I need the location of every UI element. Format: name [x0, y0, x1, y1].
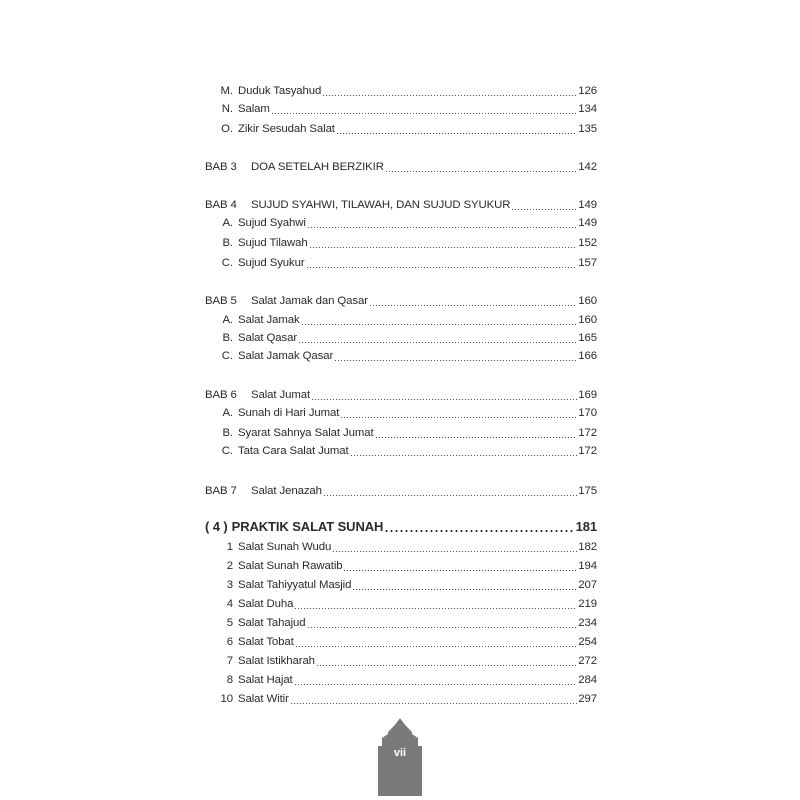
- dot-leader: [352, 579, 577, 591]
- toc-subentry: [205, 100, 597, 118]
- toc-entry-title: Syarat Sahnya Salat Jumat: [238, 427, 374, 439]
- toc-entry-number: B.: [222, 237, 233, 249]
- toc-entry-page: 126: [578, 85, 597, 97]
- toc-subentry: [205, 254, 597, 272]
- toc-entry-page: 166: [578, 350, 597, 362]
- dot-leader: [316, 655, 577, 667]
- toc-subentry: [205, 234, 597, 252]
- toc-entry-title: Salat Jenazah: [251, 485, 322, 497]
- toc-entry-number: B.: [222, 332, 233, 344]
- toc-entry-number: BAB 3: [205, 161, 237, 173]
- toc-subentry: [205, 557, 597, 575]
- toc-entry-number: O.: [221, 123, 233, 135]
- toc-entry-page: 152: [578, 237, 597, 249]
- toc-subentry: [205, 424, 597, 442]
- toc-subentry: [205, 595, 597, 613]
- toc-subentry: [205, 82, 597, 100]
- toc-entry-title: Salat Tobat: [238, 636, 294, 648]
- toc-entry-page: 181: [575, 519, 597, 534]
- dot-leader: [334, 350, 577, 362]
- dot-leader: [350, 445, 578, 457]
- toc-entry-number: BAB 7: [205, 485, 237, 497]
- dot-leader: [511, 199, 577, 211]
- dot-leader: [340, 407, 577, 419]
- dot-leader: [311, 389, 577, 401]
- toc-entry-number: 1: [226, 541, 233, 553]
- dot-leader: [323, 485, 577, 497]
- toc-entry-title: Tata Cara Salat Jumat: [238, 445, 349, 457]
- dot-leader: [322, 85, 577, 97]
- toc-entry-title: Salat Hajat: [238, 674, 293, 686]
- dot-leader: [332, 541, 577, 553]
- toc-entry-number: BAB 4: [205, 199, 237, 211]
- toc-entry-number: BAB 6: [205, 389, 237, 401]
- toc-chapter-entry: [205, 196, 597, 214]
- dot-leader: [307, 217, 577, 229]
- dot-leader: [298, 332, 577, 344]
- toc-subentry: [205, 404, 597, 422]
- toc-entry-page: 134: [578, 103, 597, 115]
- toc-entry-page: 169: [578, 389, 597, 401]
- toc-entry-title: Salam: [238, 103, 270, 115]
- toc-entry-number: M.: [220, 85, 233, 97]
- toc-subentry: [205, 329, 597, 347]
- toc-entry-page: 135: [578, 123, 597, 135]
- toc-subentry: [205, 671, 597, 689]
- toc-entry-title: Sujud Syahwi: [238, 217, 306, 229]
- toc-part-entry: [205, 518, 597, 536]
- dot-leader: [384, 521, 574, 533]
- toc-entry-number: A.: [222, 217, 233, 229]
- toc-entry-title: Sujud Tilawah: [238, 237, 308, 249]
- toc-entry-title: Salat Jamak dan Qasar: [251, 295, 368, 307]
- toc-entry-page: 172: [578, 427, 597, 439]
- toc-entry-title: Salat Sunah Rawatib: [238, 560, 343, 572]
- toc-entry-page: 194: [578, 560, 597, 572]
- toc-subentry: [205, 347, 597, 365]
- toc-entry-title: Salat Istikharah: [238, 655, 315, 667]
- toc-entry-number: C.: [221, 257, 233, 269]
- toc-entry-page: 254: [578, 636, 597, 648]
- toc-subentry: [205, 614, 597, 632]
- toc-entry-page: 234: [578, 617, 597, 629]
- toc-entry-number: B.: [222, 427, 233, 439]
- dot-leader: [343, 560, 577, 572]
- toc-subentry: [205, 576, 597, 594]
- toc-entry-title: Salat Tahajud: [238, 617, 306, 629]
- dot-leader: [290, 693, 577, 705]
- toc-entry-number: 6: [226, 636, 233, 648]
- toc-entry-title: Salat Sunah Wudu: [238, 541, 332, 553]
- toc-entry-number: 5: [226, 617, 233, 629]
- toc-entry-title: DOA SETELAH BERZIKIR: [251, 161, 384, 173]
- toc-entry-title: Duduk Tasyahud: [238, 85, 322, 97]
- toc-entry-number: 3: [226, 579, 233, 591]
- toc-subentry: [205, 652, 597, 670]
- toc-entry-number: C.: [221, 350, 233, 362]
- toc-entry-page: 165: [578, 332, 597, 344]
- toc-subentry: [205, 120, 597, 138]
- toc-entry-number: 7: [226, 655, 233, 667]
- toc-entry-number: 4: [226, 598, 233, 610]
- dot-leader: [309, 237, 578, 249]
- toc-entry-title: Salat Jamak: [238, 314, 300, 326]
- toc-subentry: [205, 442, 597, 460]
- toc-entry-title: Salat Tahiyyatul Masjid: [238, 579, 352, 591]
- toc-subentry: [205, 214, 597, 232]
- toc-entry-page: 170: [578, 407, 597, 419]
- toc-subentry: [205, 690, 597, 708]
- toc-entry-number: 8: [226, 674, 233, 686]
- toc-entry-number: ( 4 ): [205, 519, 228, 534]
- toc-entry-page: 182: [578, 541, 597, 553]
- toc-entry-page: 219: [578, 598, 597, 610]
- dot-leader: [385, 161, 577, 173]
- toc-entry-title: Salat Jumat: [251, 389, 311, 401]
- toc-entry-page: 172: [578, 445, 597, 457]
- toc-entry-page: 207: [578, 579, 597, 591]
- toc-chapter-entry: [205, 482, 597, 500]
- toc-subentry: [205, 538, 597, 556]
- dot-leader: [294, 598, 577, 610]
- toc-entry-title: PRAKTIK SALAT SUNAH: [231, 519, 384, 534]
- toc-chapter-entry: [205, 386, 597, 404]
- toc-entry-number: C.: [221, 445, 233, 457]
- toc-entry-page: 160: [578, 295, 597, 307]
- page-number: vii: [393, 747, 407, 759]
- toc-entry-page: 149: [578, 199, 597, 211]
- dot-leader: [369, 295, 577, 307]
- toc-entry-title: Sunah di Hari Jumat: [238, 407, 340, 419]
- dot-leader: [375, 427, 578, 439]
- toc-entry-number: 2: [226, 560, 233, 572]
- toc-entry-title: Zikir Sesudah Salat: [238, 123, 335, 135]
- toc-entry-page: 175: [578, 485, 597, 497]
- dot-leader: [336, 123, 577, 135]
- toc-entry-page: 149: [578, 217, 597, 229]
- toc-entry-page: 160: [578, 314, 597, 326]
- toc-entry-title: Salat Qasar: [238, 332, 298, 344]
- toc-subentry: [205, 311, 597, 329]
- dot-leader: [301, 314, 578, 326]
- toc-entry-number: 10: [220, 693, 233, 705]
- dot-leader: [295, 636, 578, 648]
- dot-leader: [294, 674, 578, 686]
- toc-entry-page: 157: [578, 257, 597, 269]
- toc-entry-title: Salat Jamak Qasar: [238, 350, 334, 362]
- dot-leader: [306, 257, 578, 269]
- toc-entry-number: A.: [222, 314, 233, 326]
- toc-entry-title: Salat Witir: [238, 693, 289, 705]
- toc-entry-title: Salat Duha: [238, 598, 294, 610]
- toc-entry-title: SUJUD SYAHWI, TILAWAH, DAN SUJUD SYUKUR: [251, 199, 511, 211]
- toc-entry-number: A.: [222, 407, 233, 419]
- toc-chapter-entry: [205, 158, 597, 176]
- toc-entry-page: 272: [578, 655, 597, 667]
- toc-subentry: [205, 633, 597, 651]
- toc-chapter-entry: [205, 292, 597, 310]
- dot-leader: [271, 103, 577, 115]
- toc-entry-page: 297: [578, 693, 597, 705]
- toc-entry-number: N.: [221, 103, 233, 115]
- toc-entry-title: Sujud Syukur: [238, 257, 305, 269]
- toc-entry-page: 142: [578, 161, 597, 173]
- dot-leader: [307, 617, 578, 629]
- toc-entry-page: 284: [578, 674, 597, 686]
- toc-entry-number: BAB 5: [205, 295, 237, 307]
